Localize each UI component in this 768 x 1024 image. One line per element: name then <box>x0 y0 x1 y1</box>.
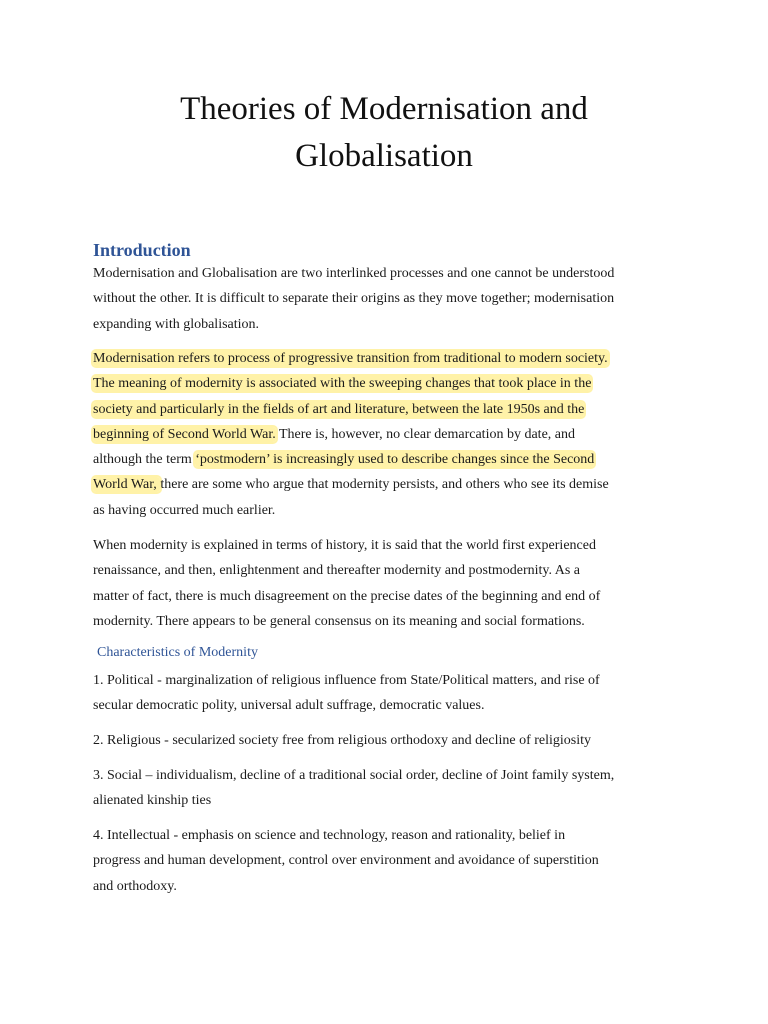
text-line <box>93 346 693 371</box>
text-line: Modernisation and Globalisation are two interlinked processes and one cannot be understood <box>93 266 615 281</box>
characteristic-social <box>93 763 693 814</box>
title-line-2: Globalisation <box>295 138 473 174</box>
characteristic-intellectual <box>93 823 693 899</box>
text-line: 1. Political - marginalization of religious influence from State/Political matters, and rise of <box>93 673 600 688</box>
text-line: 3. Social – individualism, decline of a traditional social order, decline of Joint family system, <box>93 768 615 783</box>
text-line: modernity. There appears to be general consensus on its meaning and social formations. <box>93 613 585 629</box>
highlighted-text: society and particularly in the fields of art and literature, between the late 1950s and the <box>93 401 585 417</box>
title-line-1: Theories of Modernisation and <box>180 91 588 127</box>
text-line: expanding with globalisation. <box>93 316 260 332</box>
highlighted-text: World War, <box>93 477 161 493</box>
plain-text: although the term <box>93 452 196 468</box>
text-line: and orthodoxy. <box>93 878 177 894</box>
text-line: progress and human development, control over environment and avoidance of superstition <box>93 853 599 869</box>
text-line: matter of fact, there is much disagreement on the precise dates of the beginning and end of <box>93 588 601 604</box>
text-line: renaissance, and then, enlightenment and thereafter modernity and postmodernity. As a <box>93 563 580 579</box>
text-line: alienated kinship ties <box>93 793 212 809</box>
highlighted-text: The meaning of modernity is associated with the sweeping changes that took place in the <box>93 376 592 392</box>
text-line: When modernity is explained in terms of history, it is said that the world first experienced <box>93 538 596 553</box>
intro-paragraph-1 <box>93 261 693 337</box>
intro-paragraph-3 <box>93 533 693 634</box>
text-line <box>93 397 693 422</box>
highlighted-text: Modernisation refers to process of progressive transition from traditional to modern society. <box>93 351 608 366</box>
plain-text: there are some who argue that modernity persists, and others who see its demise <box>160 477 609 493</box>
characteristic-political <box>93 668 693 719</box>
text-line: 4. Intellectual - emphasis on science and technology, reason and rationality, belief in <box>93 828 566 843</box>
introduction-heading: Introduction <box>93 240 191 260</box>
text-line <box>93 472 693 497</box>
characteristic-religious <box>93 728 693 753</box>
highlighted-text: ‘postmodern’ is increasingly used to describe changes since the Second <box>195 452 595 468</box>
text-line <box>93 371 693 396</box>
text-line: without the other. It is difficult to separate their origins as they move together; modernisation <box>93 291 615 307</box>
text-line: 2. Religious - secularized society free from religious orthodoxy and decline of religiosity <box>93 733 592 748</box>
document-title <box>0 86 768 180</box>
characteristics-heading: Characteristics of Modernity <box>97 645 258 660</box>
intro-paragraph-2 <box>93 346 693 523</box>
text-line <box>93 422 693 447</box>
text-line <box>93 447 693 472</box>
text-line: secular democratic polity, universal adult suffrage, democratic values. <box>93 698 485 714</box>
highlighted-text: beginning of Second World War. <box>93 426 276 442</box>
text-line: as having occurred much earlier. <box>93 502 276 518</box>
plain-text: There is, however, no clear demarcation by date, and <box>275 426 575 442</box>
